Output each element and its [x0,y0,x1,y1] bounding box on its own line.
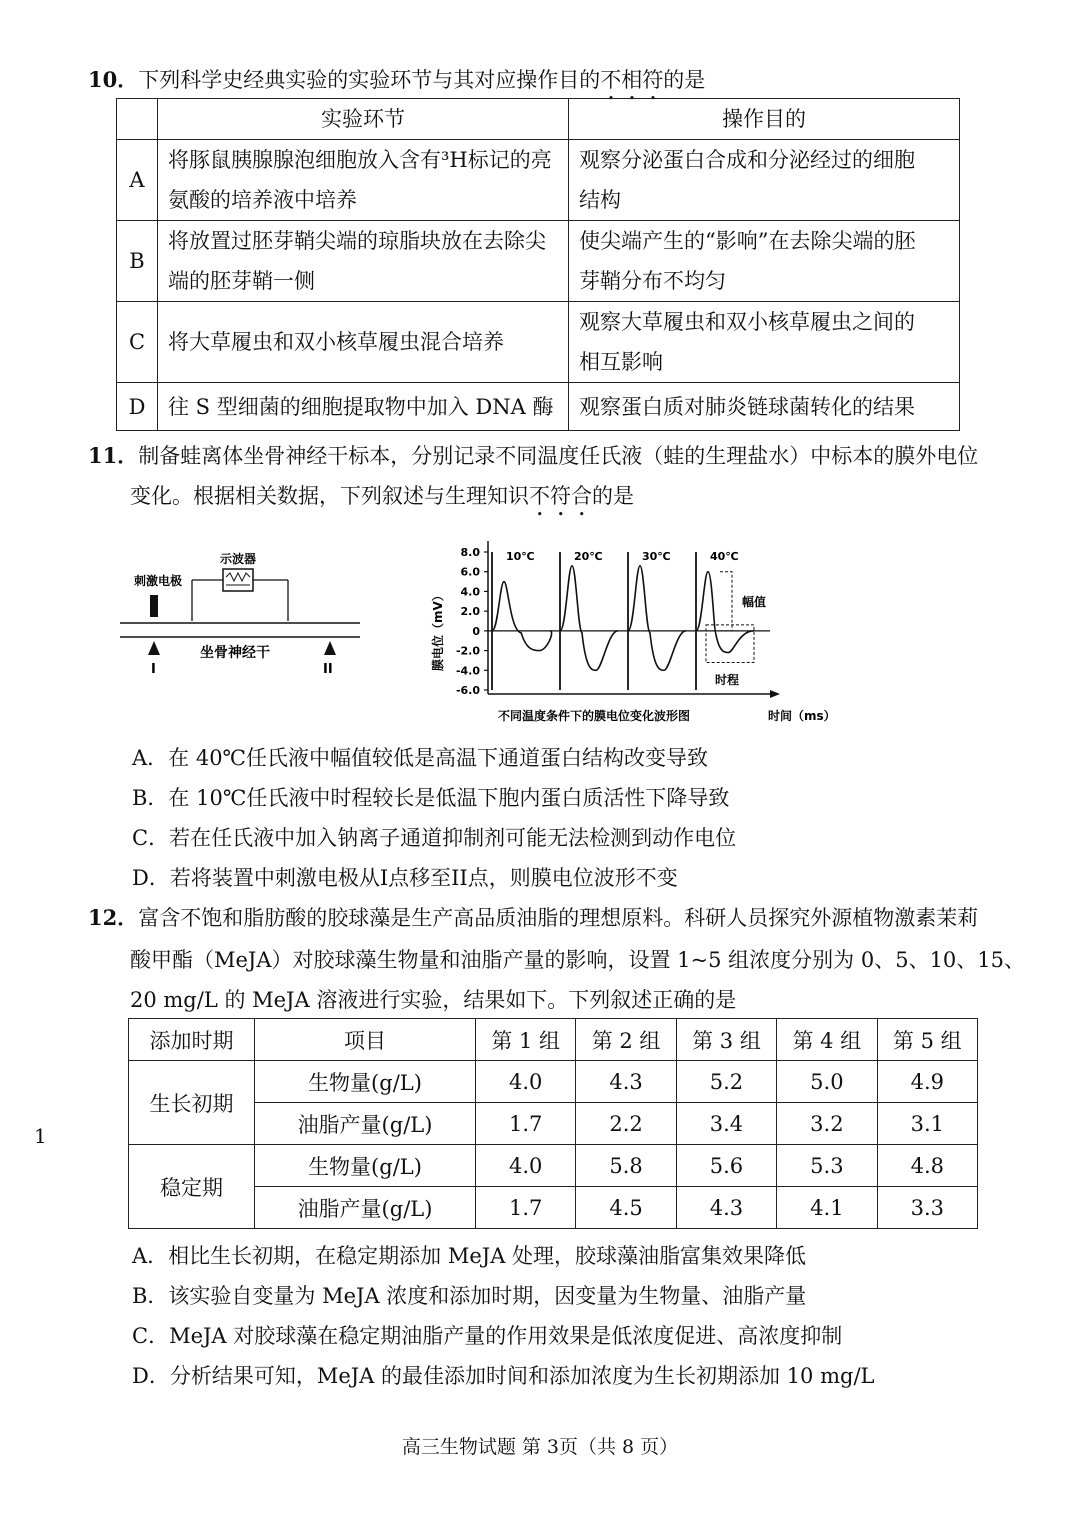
q11-option-b: B．在 10℃任氏液中时程较长是低温下胞内蛋白质活性下降导致 [132,786,730,810]
page-footer: 高三生物试题 第 3页（共 8 页） [401,1436,679,1458]
y-tick-label: -4.0 [455,664,480,678]
y-tick-label: 6.0 [460,565,480,579]
table-row: 稳定期 生物量(g/L) 4.0 5.8 5.6 5.3 4.8 [129,1145,978,1187]
q10-table [116,98,960,431]
q11-stem-line1: 11．制备蛙离体坐骨神经干标本，分别记录不同温度任氏液（蛙的生理盐水）中标本的膜外电位 [88,443,979,468]
series-line-20℃ [560,566,618,670]
stray-mark: 1 [34,1124,47,1148]
q12-option-b: B．该实验自变量为 MeJA 浓度和添加时期，因变量为生物量、油脂产量 [132,1284,807,1308]
point-1-label: I [151,662,156,677]
chart-title: 不同温度条件下的膜电位变化波形图 [498,709,691,723]
q12-stem-line1: 12．富含不饱和脂肪酸的胶球藻是生产高品质油脂的理想原料。科研人员探究外源植物激素茉莉 [88,905,979,930]
q12-table [128,1018,978,1229]
y-tick-label: 4.0 [460,585,480,599]
duration-annotation: 时程 [715,673,740,687]
q10-header-purpose: 操作目的 [569,99,960,140]
series-line-10℃ [492,582,552,651]
nerve-label: 坐骨神经干 [200,645,270,661]
series-line-30℃ [628,566,686,670]
table-row: 油脂产量(g/L) 1.7 4.5 4.3 4.1 3.3 [129,1187,978,1229]
electrode-icon [150,595,158,617]
series-label: 20℃ [574,550,603,563]
electrode-label: 刺激电极 [134,574,183,588]
q12-header-row: 添加时期 项目 第 1 组 第 2 组 第 3 组 第 4 组 第 5 组 [129,1019,978,1061]
q10-corner [117,99,158,140]
y-tick-label: 0 [472,624,480,638]
q10-row-a: A 将豚鼠胰腺腺泡细胞放入含有³H标记的亮 氨酸的培养液中培养 观察分泌蛋白合成和分泌经过的细胞 结构 [117,140,960,221]
period-label: 稳定期 [129,1145,255,1229]
q12-option-d: D．分析结果可知，MeJA 的最佳添加时间和添加浓度为生长初期添加 10 mg/L [132,1364,875,1388]
x-axis-arrow [770,690,780,698]
q11-stem-line2: 变化。根据相关数据，下列叙述与生理知识不符合的是 [130,484,634,508]
table-row: 油脂产量(g/L) 1.7 2.2 3.4 3.2 3.1 [129,1103,978,1145]
series-line-40℃ [696,572,754,653]
y-tick-label: 2.0 [460,605,480,619]
q11-option-c: C．若在任氏液中加入钠离子通道抑制剂可能无法检测到动作电位 [132,826,737,850]
q11-option-d: D．若将装置中刺激电极从I点移至II点，则膜电位波形不变 [132,866,678,890]
series-label: 10℃ [506,550,535,563]
period-label: 生长初期 [129,1061,255,1145]
q10-header-step: 实验环节 [158,99,569,140]
q10-row-d: D 往 S 型细菌的细胞提取物中加入 DNA 酶 观察蛋白质对肺炎链球菌转化的结果 [117,383,960,431]
y-tick-label: -2.0 [455,644,480,658]
q11-option-a: A．在 40℃任氏液中幅值较低是高温下通道蛋白结构改变导致 [132,746,709,770]
y-axis-label: 膜电位（mV） [431,589,445,671]
table-row: 生长初期 生物量(g/L) 4.0 4.3 5.2 5.0 4.9 [129,1061,978,1103]
x-axis-label: 时间（ms） [768,709,836,723]
point-2-label: II [323,662,333,677]
q12-stem-line3: 20 mg/L 的 MeJA 溶液进行实验，结果如下。下列叙述正确的是 [130,988,737,1012]
q12-stem-line2: 酸甲酯（MeJA）对胶球藻生物量和油脂产量的影响，设置 1~5 组浓度分别为 0、5、10、15、 [130,948,1026,972]
apparatus-diagram [120,545,380,685]
series-label: 30℃ [642,550,671,563]
q12-option-c: C．MeJA 对胶球藻在稳定期油脂产量的作用效果是低浓度促进、高浓度抑制 [132,1324,843,1348]
series-label: 40℃ [710,550,739,563]
y-tick-label: -6.0 [455,684,480,697]
amplitude-annotation: 幅值 [742,595,767,609]
q12-option-a: A．相比生长初期，在稳定期添加 MeJA 处理，胶球藻油脂富集效果降低 [132,1244,807,1268]
oscilloscope-label: 示波器 [220,552,257,566]
y-tick-label: 8.0 [460,546,480,559]
q10-row-c: C 将大草履虫和双小核草履虫混合培养 观察大草履虫和双小核草履虫之间的 相互影响 [117,302,960,383]
membrane-potential-chart [420,536,850,726]
amplitude-bracket [720,572,732,631]
q10-stem: 10．下列科学史经典实验的实验环节与其对应操作目的不相符的是 [88,67,706,92]
q10-row-b: B 将放置过胚芽鞘尖端的琼脂块放在去除尖 端的胚芽鞘一侧 使尖端产生的“影响”在去除尖端的胚 芽鞘分布不均匀 [117,221,960,302]
